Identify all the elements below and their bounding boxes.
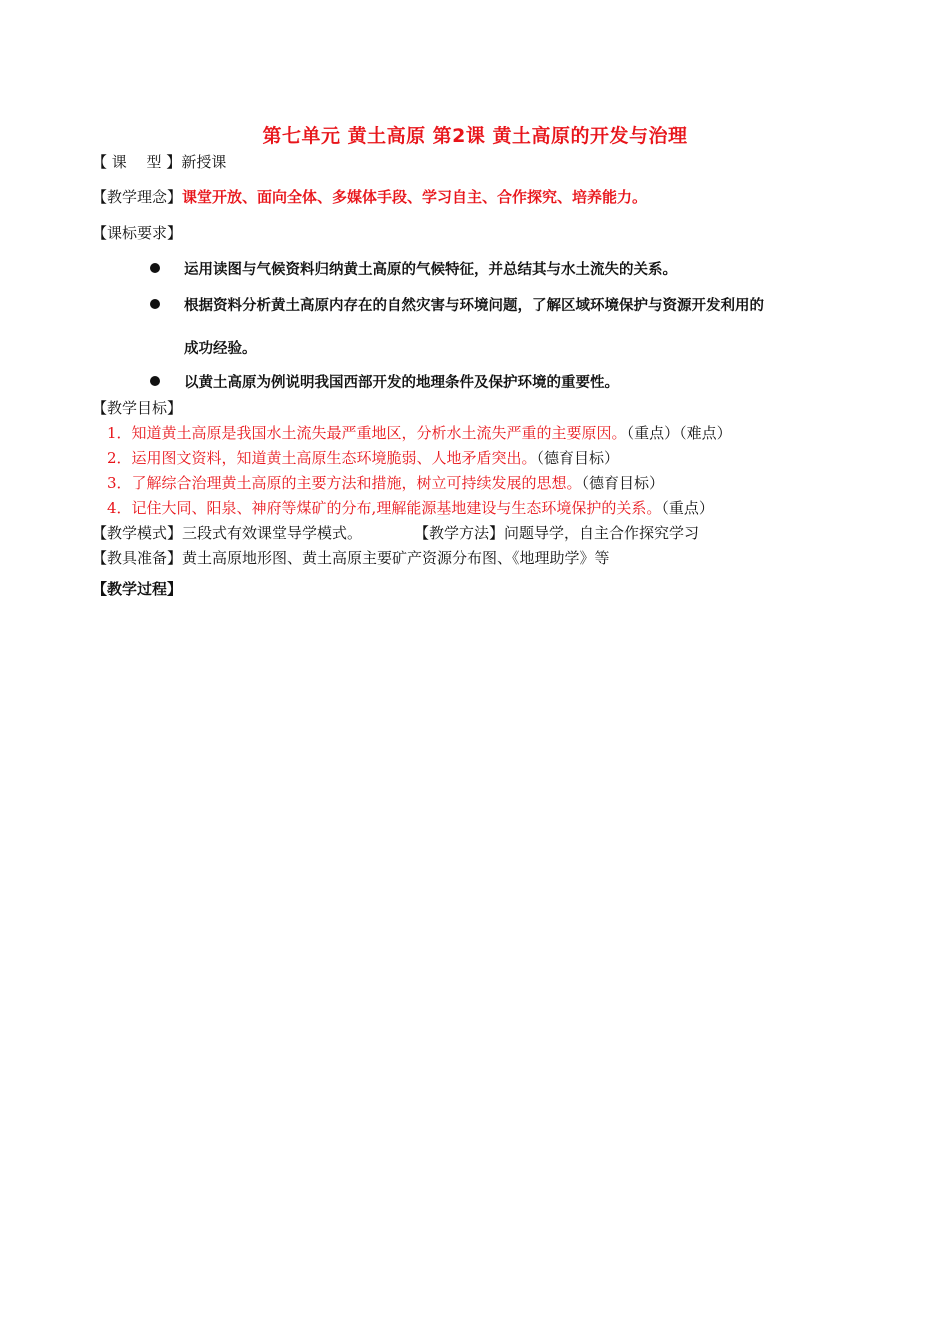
- objective-tag: （德育目标）: [536, 449, 620, 467]
- bullet-icon: [150, 376, 160, 386]
- method-value: 问题导学，自主合作探究学习: [504, 524, 700, 542]
- objective-item: [107, 422, 732, 444]
- page-title: 第七单元 黄土高原 第2课 黄土高原的开发与治理: [262, 125, 688, 147]
- lesson-type-value: 新授课: [181, 153, 227, 171]
- tools-value: 黄土高原地形图、黄土高原主要矿产资源分布图、《地理助学》等: [182, 549, 610, 567]
- standards-heading: 【课标要求】: [92, 224, 183, 242]
- philosophy-row: [92, 186, 647, 208]
- objective-text: 2．运用图文资料，知道黄土高原生态环境脆弱、人地矛盾突出。: [107, 449, 537, 467]
- standards-item: [150, 259, 677, 281]
- standards-item-text: 根据资料分析黄土高原内存在的自然灾害与环境问题，了解区域环境保护与资源开发利用的: [184, 298, 764, 314]
- objective-tag: （重点）: [661, 499, 714, 517]
- bullet-icon: [150, 263, 160, 273]
- objective-text: 4．记住大同、阳泉、神府等煤矿的分布,理解能源基地建设与生态环境保护的关系。: [107, 499, 662, 517]
- objective-item: [107, 497, 714, 519]
- objective-text: 1．知道黄土高原是我国水土流失最严重地区，分析水土流失严重的主要原因。: [107, 424, 627, 442]
- method-label: 【教学方法】: [414, 524, 505, 542]
- mode-row: [92, 522, 699, 544]
- mode-value: 三段式有效课堂导学模式。: [182, 524, 363, 542]
- standards-item-continuation: 成功经验。: [184, 341, 257, 357]
- standards-item: [150, 295, 764, 317]
- process-heading: 【教学过程】: [92, 580, 183, 598]
- objective-item: [107, 447, 619, 469]
- bullet-icon: [150, 299, 160, 309]
- philosophy-value: 课堂开放、面向全体、多媒体手段、学习自主、合作探究、培养能力。: [182, 188, 648, 206]
- standards-item: [150, 372, 619, 394]
- objective-item: [107, 472, 664, 494]
- lesson-type-label: 【 课 型 】: [92, 153, 182, 171]
- standards-item-text: 以黄土高原为例说明我国西部开发的地理条件及保护环境的重要性。: [184, 375, 619, 391]
- philosophy-label: 【教学理念】: [92, 188, 183, 206]
- tools-row: [92, 547, 610, 569]
- tools-label: 【教具准备】: [92, 549, 183, 567]
- mode-label: 【教学模式】: [92, 524, 183, 542]
- objectives-heading: 【教学目标】: [92, 399, 183, 417]
- objective-tag: （德育目标）: [581, 474, 665, 492]
- standards-item-text: 运用读图与气候资料归纳黄土高原的气候特征，并总结其与水土流失的关系。: [184, 262, 677, 278]
- objective-text: 3．了解综合治理黄土高原的主要方法和措施，树立可持续发展的思想。: [107, 474, 582, 492]
- objective-tag: （重点）（难点）: [626, 424, 732, 442]
- lesson-type-row: [92, 151, 226, 173]
